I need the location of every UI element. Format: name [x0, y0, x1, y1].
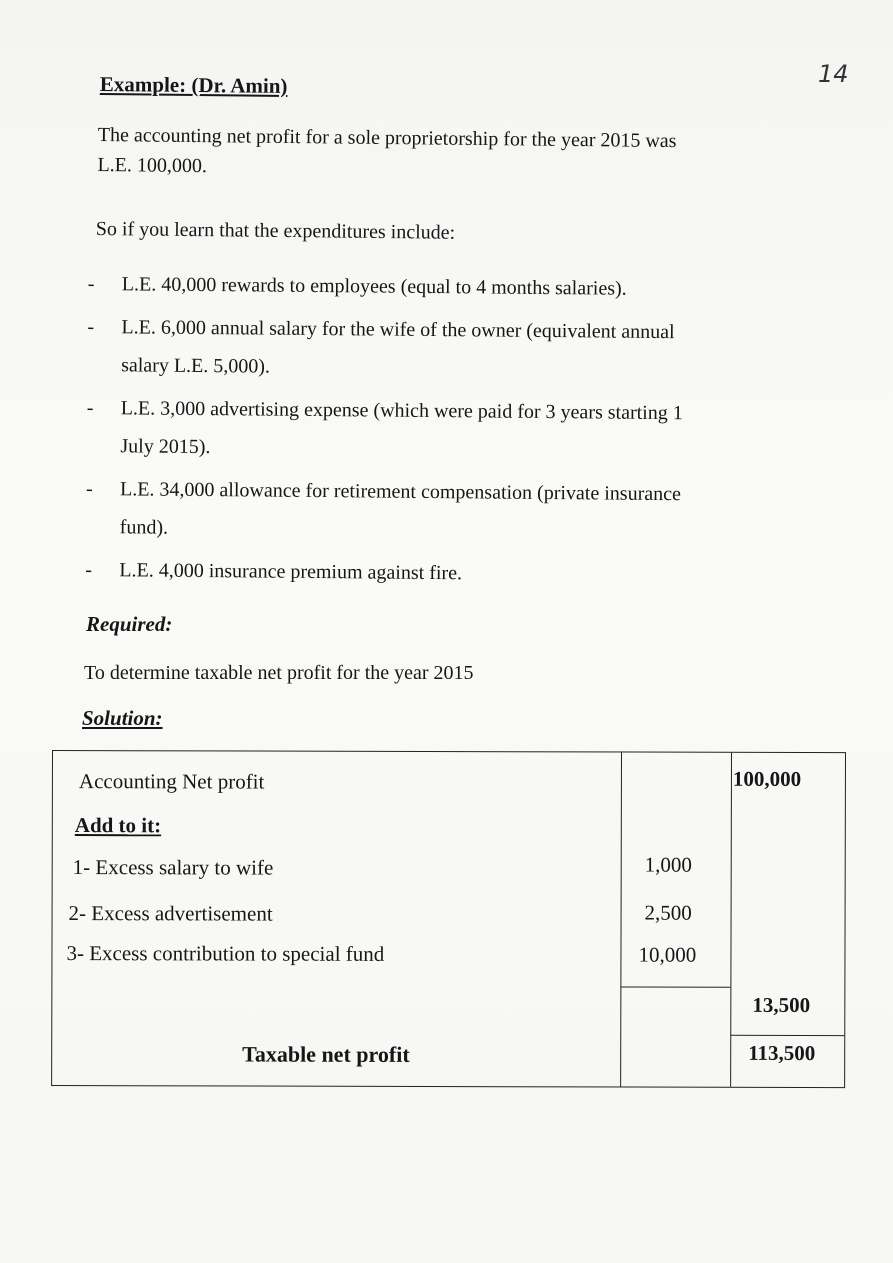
list-item: [86, 470, 807, 552]
intro-line-1: The accounting net profit for a sole proprietorship for the year 2015 was: [97, 123, 677, 153]
total-rule: [730, 1035, 844, 1036]
list-item-text: L.E. 4,000 insurance premium against fire.: [119, 559, 463, 585]
list-dash: -: [86, 396, 94, 420]
column-divider: [620, 752, 622, 1086]
list-item: [86, 389, 807, 471]
required-text: To determine taxable net profit for the year 2015: [84, 662, 474, 684]
list-item: [85, 551, 805, 595]
solution-heading: Solution:: [82, 706, 163, 730]
taxable-net-profit-value: 113,500: [748, 1040, 816, 1065]
intro-line-2: L.E. 100,000.: [97, 153, 208, 178]
list-dash: -: [87, 315, 95, 339]
column-divider: [730, 753, 732, 1087]
list-item-text-continued: salary L.E. 5,000).: [121, 354, 271, 378]
table-row-value: 1,000: [644, 852, 692, 877]
table-row-label: 1- Excess salary to wife: [72, 855, 274, 880]
example-title: Example: (Dr. Amin): [99, 72, 288, 98]
accounting-net-profit-label: Accounting Net profit: [78, 769, 265, 794]
additions-total: 13,500: [752, 992, 811, 1017]
subtotal-rule: [620, 986, 730, 987]
accounting-net-profit-value: 100,000: [732, 766, 802, 791]
list-dash: -: [85, 558, 93, 582]
table-row-label: 3- Excess contribution to special fund: [66, 941, 385, 966]
list-item-text-continued: fund).: [119, 516, 169, 539]
table-row-value: 2,500: [644, 900, 692, 925]
expenditures-list: [85, 265, 808, 600]
list-dash: -: [87, 272, 95, 296]
intro-paragraph: [97, 120, 676, 186]
list-item-text: L.E. 34,000 allowance for retirement compensation (private insurance: [119, 478, 682, 506]
taxable-net-profit-label: Taxable net profit: [242, 1041, 410, 1067]
list-dash: -: [85, 477, 93, 501]
list-item-text: L.E. 40,000 rewards to employees (equal to 4 months salaries).: [121, 273, 627, 300]
required-heading: Required:: [86, 612, 173, 636]
page-number: 14: [818, 60, 849, 88]
add-to-it-label: Add to it:: [74, 813, 162, 838]
table-row-label: 2- Excess advertisement: [68, 901, 273, 926]
list-item-text: L.E. 6,000 annual salary for the wife of the owner (equivalent annual: [121, 316, 675, 344]
solution-table: [51, 750, 846, 1088]
list-item-text-continued: July 2015).: [120, 435, 211, 459]
expenditures-intro: So if you learn that the expenditures include:: [95, 217, 456, 244]
list-item: [87, 308, 808, 390]
list-item: [88, 265, 808, 309]
list-item-text: L.E. 3,000 advertising expense (which were paid for 3 years starting 1: [120, 397, 683, 425]
table-row-value: 10,000: [638, 942, 697, 967]
